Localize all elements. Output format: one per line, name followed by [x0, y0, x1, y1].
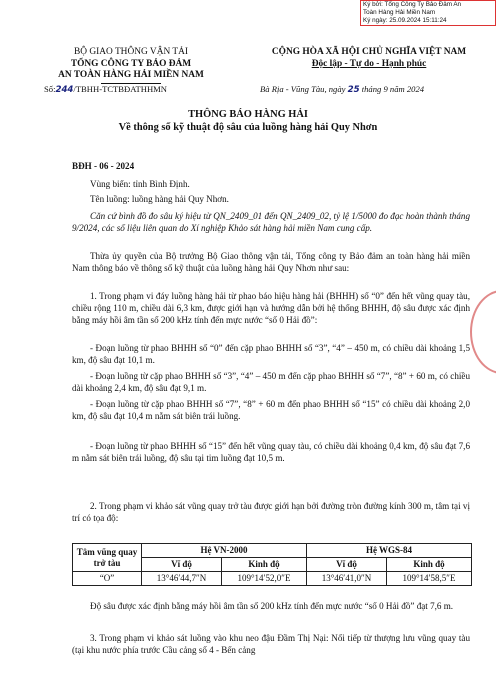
date-after: tháng 9 năm 2024: [359, 84, 425, 94]
signature-line-3: Ký ngày: 25.09.2024 15:11:24: [363, 17, 447, 24]
header-left: [26, 47, 236, 84]
company-name-2: AN TOÀN HÀNG HẢI MIỀN NAM: [58, 70, 204, 80]
doc-number-handwritten: 244: [55, 85, 74, 95]
header-vn-lon: Kinh độ: [222, 558, 307, 572]
header-vn2000: Hệ VN-2000: [142, 544, 307, 558]
header-right: [250, 47, 488, 70]
header-vn-lat: Vĩ độ: [142, 558, 222, 572]
header-center: Tâm vũng quay trở tàu: [73, 544, 142, 572]
item-1: 1. Trong phạm vi đáy luồng hàng hải từ phao báo hiệu hàng hải (BHHH) số “0” đến hết vũng quay tàu, chiều rộng 110 m, chiều dài 6,3 km, được giới hạn và hướng dẫn bởi hệ thống BHHH, độ sâu được xác định bằng máy hồi âm tần số 200 kHz tính đến mực nước “số 0 Hải đồ”:: [72, 291, 470, 326]
date-before: Bà Rịa - Vũng Tàu, ngày: [260, 84, 348, 94]
title-main: THÔNG BÁO HÀNG HẢI: [188, 109, 308, 120]
company-name-1: TỔNG CÔNG TY BẢO ĐẢM: [70, 58, 192, 69]
doc-number-suffix: /TBHH-TCTBĐATHHMN: [73, 84, 167, 94]
ministry-name: BỘ GIAO THÔNG VẬN TẢI: [73, 47, 189, 57]
country-name: CỘNG HÒA XÃ HỘI CHỦ NGHĨA VIỆT NAM: [271, 47, 467, 57]
header-wgs-lat: Vĩ độ: [306, 558, 386, 572]
table-row: [73, 572, 472, 586]
legal-basis: Căn cứ bình đồ đo sâu ký hiệu từ QN_2409_01 đến QN_2409_02, tỷ lệ 1/5000 đo đạc hoàn thành tháng 9/2024, các số liệu liên quan do Xí nghiệp Khảo sát hàng hải miền Nam cung cấp.: [72, 211, 470, 234]
document-date: [260, 84, 424, 95]
bullet-2: - Đoạn luồng từ cặp phao BHHH số “3”, “4” – 450 m đến cặp phao BHHH số “7”, “8” + 60 m, có chiều dài khoảng 2,4 km, độ sâu đạt 9,1 m.: [72, 371, 470, 394]
wgs-lat-value: 13°46′41,0″N: [306, 572, 386, 586]
sea-region: Vùng biển: tỉnh Bình Định.: [90, 179, 190, 189]
digital-signature-box: [360, 0, 496, 26]
header-wgs84: Hệ WGS-84: [306, 544, 471, 558]
national-motto: Độc lập - Tự do - Hạnh phúc: [311, 58, 427, 69]
wgs-lon-value: 109°14′58,5″E: [387, 572, 472, 586]
item-2: 2. Trong phạm vi khảo sát vũng quay trở tàu được giới hạn bởi đường tròn đường kính 300 m, tâm tại vị trí có tọa độ:: [72, 501, 470, 524]
document-title: [0, 108, 496, 134]
header-wgs-lon: Kinh độ: [387, 558, 472, 572]
bullet-1: - Đoạn luồng từ phao BHHH số “0” đến cặp phao BHHH số “3”, “4” – 450 m, có chiều dài khoảng 1,5 km, độ sâu đạt 10,1 m.: [72, 343, 470, 366]
bullet-4: - Đoạn luồng từ phao BHHH số “15” đến hết vũng quay tàu, có chiều dài khoảng 0,4 km, độ sâu đạt 7,6 m nằm sát biên trái luồng, độ sâu tại tim luồng đạt 10,5 m.: [72, 441, 470, 464]
document-number: [44, 84, 167, 95]
depth-note: Độ sâu được xác định bằng máy hồi âm tần số 200 kHz tính đến mực nước “số 0 Hải đồ” đạt 7,6 m.: [90, 601, 454, 611]
title-sub: Về thông số kỹ thuật độ sâu của luồng hàng hải Quy Nhơn: [118, 122, 378, 133]
intro-paragraph: Thừa ủy quyền của Bộ trưởng Bộ Giao thông vận tải, Tổng công ty Bảo đảm an toàn hàng hải miền Nam thông báo về thông số kỹ thuật của luồng hàng hải Quy Nhơn như sau:: [72, 251, 470, 274]
signature-line-2: Toàn Hàng Hải Miền Nam: [363, 9, 436, 16]
doc-number-prefix: Số:: [44, 84, 56, 94]
date-day-handwritten: 25: [347, 85, 360, 95]
official-stamp-partial: [470, 290, 496, 374]
notice-code: BĐH - 06 - 2024: [72, 161, 135, 171]
vn-lon-value: 109°14′52,0″E: [222, 572, 307, 586]
signature-line-1: Ký bởi: Tổng Công Ty Bảo Đảm An: [363, 1, 462, 8]
bullet-3: - Đoạn luồng từ cặp phao BHHH số “7”, “8” + 60 m đến phao BHHH số “15” có chiều dài khoảng 2,0 km, độ sâu đạt 10,4 m nằm sát biên trái luồng.: [72, 399, 470, 422]
coordinates-table: [72, 543, 472, 586]
center-name: “O”: [73, 572, 142, 586]
vn-lat-value: 13°46′44,7″N: [142, 572, 222, 586]
channel-name: Tên luồng: luồng hàng hải Quy Nhơn.: [90, 194, 229, 204]
item-3: 3. Trong phạm vi khảo sát luồng vào khu neo đậu Đầm Thị Nại: Nối tiếp từ thượng lưu vũng quay tàu (tại khu nước phía trước Cầu cảng số 4 - Bến cảng: [72, 633, 470, 656]
